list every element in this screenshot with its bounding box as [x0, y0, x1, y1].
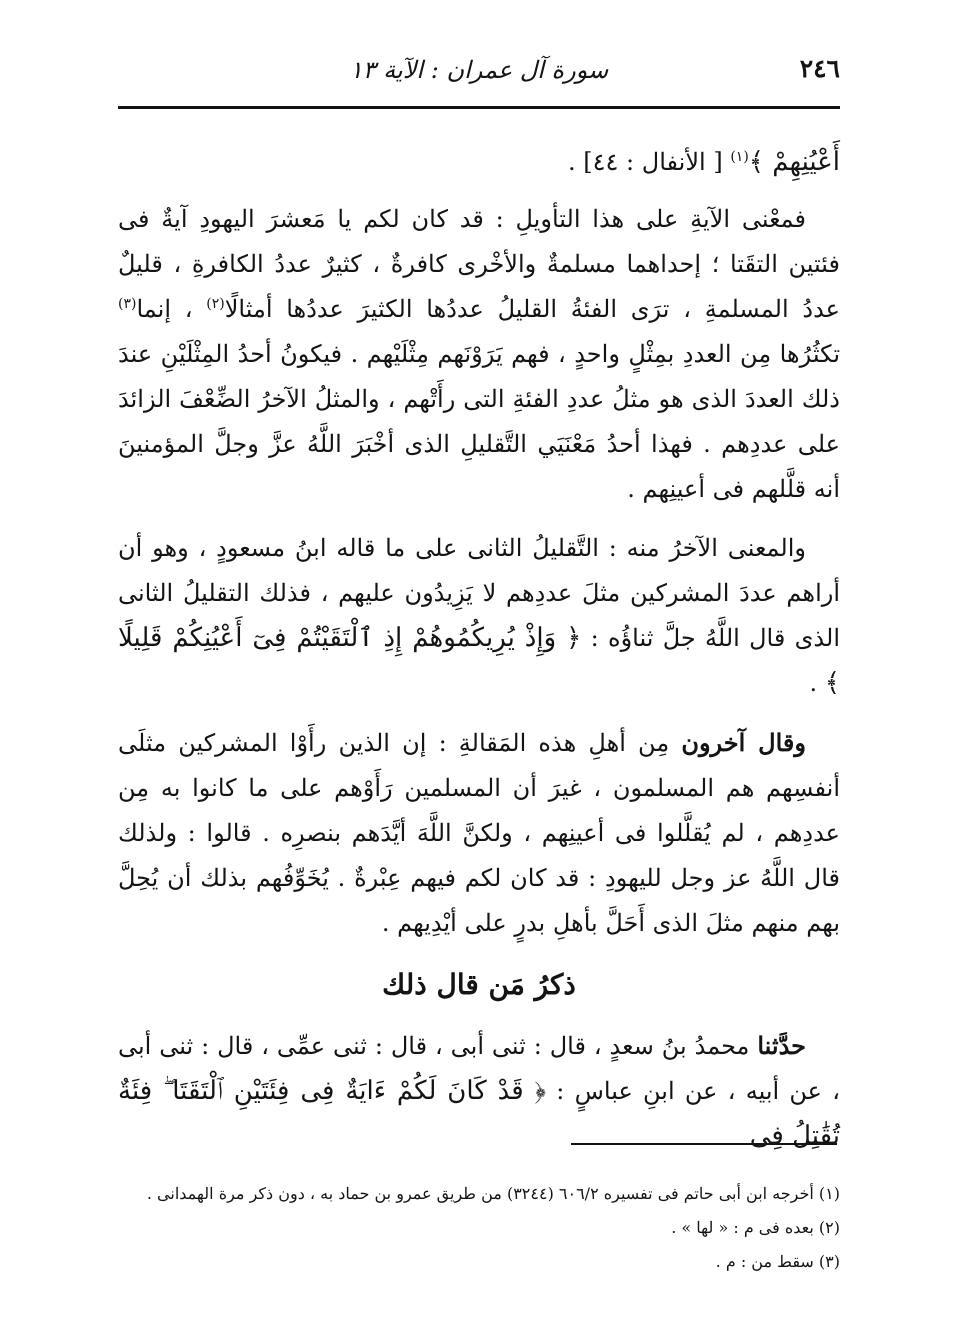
- footnote-2: (٢) بعده فى م : « لها » .: [671, 1218, 840, 1237]
- page-number: ٢٤٦: [799, 54, 840, 83]
- footnotes: [118, 1177, 840, 1279]
- paragraph-1-text-b: ، إنما: [136, 295, 207, 323]
- quran-quote: ﴿ وَإِذْ يُرِيكُمُوهُمْ إِذِ ٱلْتَقَيْتُمْ فِىٓ أَعْيُنِكُمْ قَلِيلًا ﴾: [118, 623, 840, 698]
- paragraph-4-text: محمدُ بنُ سعدٍ ، قال : ثنى أبى ، قال : ثنى عمِّى ، قال : ثنى أبى ، عن أبيه ، عن ابنِ عباسٍ :: [118, 1032, 840, 1105]
- verse-reference: [ الأنفال : ٤٤] .: [568, 148, 731, 176]
- running-title: سورة آل عمران : الآية ١٣: [349, 56, 609, 84]
- paragraph-2-text-a: والمعنى الآخرُ منه : التَّقليلُ الثانى على ما قاله ابنُ مسعودٍ ، وهو أن أراهم عددَ المشركين مثلَ عددِهم لا يَزِيدُون عليهم ، فذلك التقليلُ الثانى الذى قال اللَّهُ جلَّ ثناؤُه :: [118, 534, 840, 652]
- header-rule: [118, 106, 840, 109]
- footnote-ref-3: (٣): [118, 296, 137, 312]
- footnote-1: (١) أخرجه ابن أبى حاتم فى تفسيره ٦٠٦/٢ (٣٢٤٤) من طريق عمرو بن حماد به ، دون ذكر مرة الهمدانى .: [146, 1184, 840, 1203]
- continued-verse-line: [118, 140, 840, 185]
- paragraph-1-text-a: فمعْنى الآيةِ على هذا التأويلِ : قد كان لكم يا مَعشرَ اليهودِ آيةٌ فى فئتين التقَتا ؛ إحداهما مسلمةٌ والأخْرى كافرةٌ ، كثيرٌ عددُ الكافرةِ ، قليلٌ عددُ المسلمةِ ، ترَى الفئةُ القليلُ عددُها الكثيرَ عددُها أمثالًا: [118, 205, 841, 323]
- section-heading: ذكرُ مَن قال ذلك: [382, 968, 576, 1001]
- paragraph-3-text: مِن أهلِ هذه المَقالةِ : إن الذين رأَوْا المشركين مثلَى أنفسِهم هم المسلمون ، غيرَ أن المسلمين رَأَوْهم على ما كانوا به مِن عددِهم ، لم يُقلَّلوا فى أعينِهم ، ولكنَّ اللَّهَ أيَّدَهم بنصرِه . قالوا : ولذلك قال اللَّهُ عز وجل لليهودِ : قد كان لكم فيهم عِبْرةٌ . يُخَوِّفُهم بذلك أن يُحِلَّ بهم منهم مثلَ الذى أَحَلَّ بأهلِ بدرٍ على أيْدِيهم .: [118, 729, 840, 937]
- paragraph-4: [118, 1023, 840, 1159]
- paragraph-4-lead: حدَّثنا: [757, 1031, 806, 1060]
- paragraph-1-text-c: تكثُرُها مِن العددِ بمِثْلٍ واحدٍ ، فهم يَرَوْنَهم مِثْلَيْهم . فيكونُ أحدُ المِثْلَيْنِ عندَ ذلك العددَ الذى هو مثلُ عددِ الفئةِ التى رأَتْهم ، والمثلُ الآخرُ الضِّعْفَ الزائدَ على عددِهم . فهذا أحدُ مَعْنَيَي التَّقليلِ الذى أخْبَرَ اللَّهُ عزَّ وجلَّ المؤمنينَ أنه قلَّلهم فى أعينِهم .: [118, 340, 840, 503]
- main-text: [118, 140, 840, 1173]
- footnote-ref-2: (٢): [206, 296, 225, 312]
- paragraph-2: [118, 526, 840, 706]
- footnote-ref-1: (١): [730, 149, 749, 165]
- paragraph-1: [118, 197, 840, 512]
- paragraph-3-lead: وقال آخرون: [681, 728, 806, 757]
- quran-fragment: أَعْيُنِهِمْ ﴾: [748, 147, 840, 177]
- paragraph-2-text-b: .: [809, 669, 825, 697]
- footnote-rule: [571, 1143, 837, 1145]
- paragraph-3: [118, 720, 840, 946]
- footnote-3: (٣) سقط من : م .: [715, 1252, 840, 1271]
- quran-quote-2: ﴿ قَدْ كَانَ لَكُمْ ءَايَةٌ فِى فِئَتَيْنِ ٱلْتَقَتَا ۖ فِئَةٌ تُقَٰتِلُ فِى: [118, 1076, 840, 1151]
- running-header: [118, 54, 840, 102]
